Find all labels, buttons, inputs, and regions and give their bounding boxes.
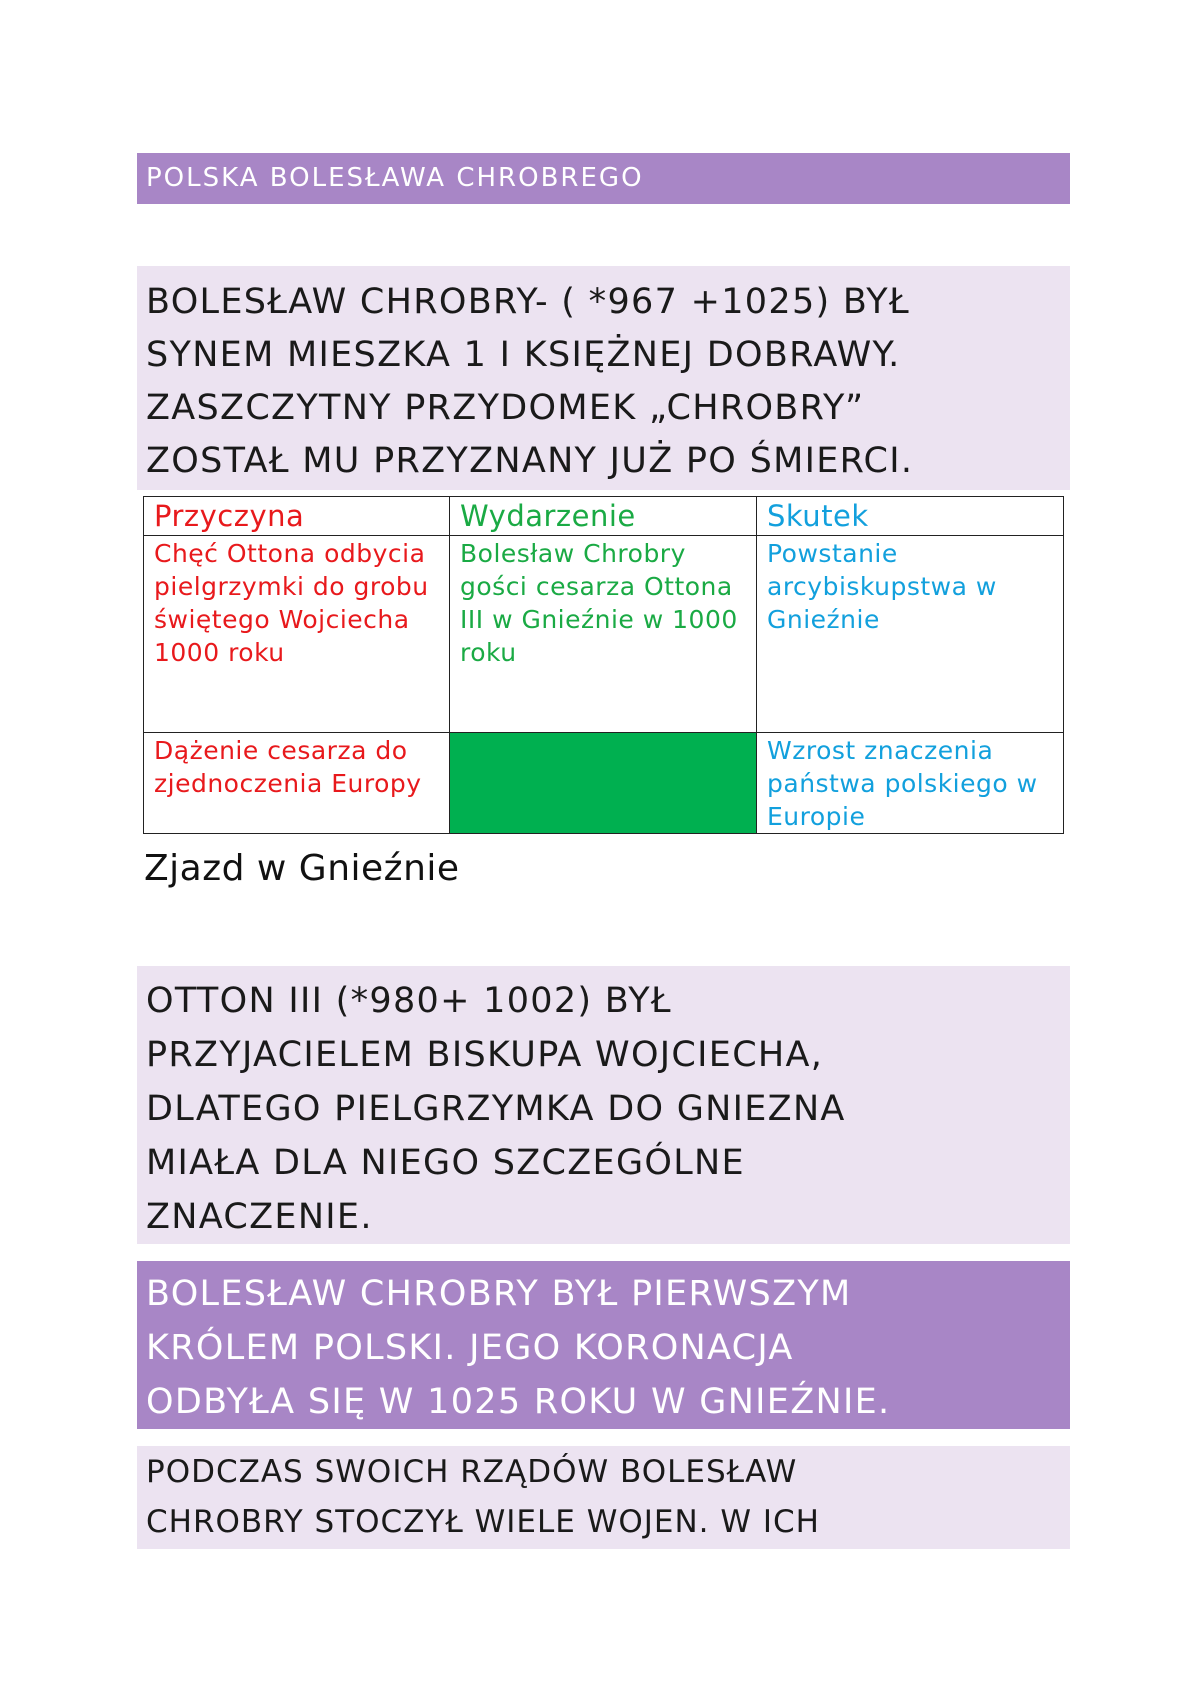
- text-line: ZASZCZYTNY PRZYDOMEK „CHROBRY”: [146, 388, 865, 428]
- header-effect: Skutek: [757, 497, 1064, 536]
- text-line: KRÓLEM POLSKI. JEGO KORONACJA: [146, 1328, 794, 1368]
- table-caption: Zjazd w Gnieźnie: [144, 848, 460, 889]
- table-row: [144, 536, 1064, 733]
- text-line: PODCZAS SWOICH RZĄDÓW BOLESŁAW: [146, 1454, 798, 1490]
- cell-event-filled: [450, 733, 757, 834]
- text-line: DLATEGO PIELGRZYMKA DO GNIEZNA: [146, 1089, 846, 1129]
- text-line: ZNACZENIE.: [146, 1197, 373, 1237]
- header-cause: Przyczyna: [144, 497, 450, 536]
- text-line: BOLESŁAW CHROBRY- ( *967 +1025) BYŁ: [146, 282, 910, 322]
- text-line: BOLESŁAW CHROBRY BYŁ PIERWSZYM: [146, 1274, 852, 1314]
- paragraph-wars: [137, 1446, 1070, 1549]
- text-line: MIAŁA DLA NIEGO SZCZEGÓLNE: [146, 1143, 745, 1183]
- cell-cause: Chęć Ottona odbycia pielgrzymki do grobu świętego Wojciecha 1000 roku: [144, 536, 450, 733]
- paragraph-otto: [137, 966, 1070, 1244]
- text-line: SYNEM MIESZKA 1 I KSIĘŻNEJ DOBRAWY.: [146, 335, 901, 375]
- paragraph-coronation: [137, 1261, 1070, 1429]
- text-line: OTTON III (*980+ 1002) BYŁ: [146, 981, 672, 1021]
- cell-effect: Wzrost znaczenia państwa polskiego w Europie: [757, 733, 1064, 834]
- text-line: PRZYJACIELEM BISKUPA WOJCIECHA,: [146, 1035, 824, 1075]
- header-event: Wydarzenie: [450, 497, 757, 536]
- paragraph-boleslaw-intro: [137, 266, 1070, 490]
- text-line: ZOSTAŁ MU PRZYZNANY JUŻ PO ŚMIERCI.: [146, 441, 914, 481]
- text-line: CHROBRY STOCZYŁ WIELE WOJEN. W ICH: [146, 1504, 820, 1540]
- cell-event: Bolesław Chrobry gości cesarza Ottona III w Gnieźnie w 1000 roku: [450, 536, 757, 733]
- document-title: POLSKA BOLESŁAWA CHROBREGO: [137, 153, 1070, 204]
- table-row: [144, 733, 1064, 834]
- cause-effect-table: [143, 496, 1064, 834]
- text-line: ODBYŁA SIĘ W 1025 ROKU W GNIEŹNIE.: [146, 1382, 891, 1422]
- table-header-row: [144, 497, 1064, 536]
- cell-cause: Dążenie cesarza do zjednoczenia Europy: [144, 733, 450, 834]
- cell-effect: Powstanie arcybiskupstwa w Gnieźnie: [757, 536, 1064, 733]
